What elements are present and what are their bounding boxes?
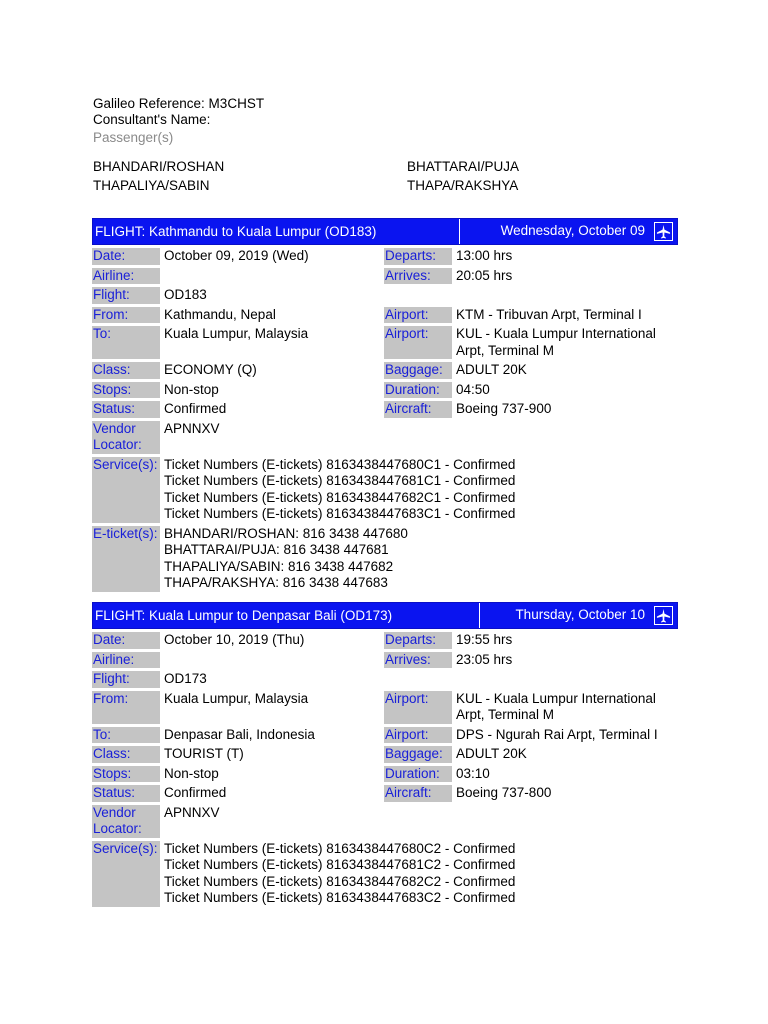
row-stops [92, 766, 678, 783]
stops-value: Non-stop [164, 381, 219, 397]
arrives-value: 23:05 hrs [456, 651, 513, 667]
class-label: Class: [92, 362, 160, 379]
class-label: Class: [92, 746, 160, 763]
baggage-value: ADULT 20K [456, 746, 527, 761]
arrives-label: Arrives: [384, 652, 452, 669]
flight-segment-1 [92, 218, 678, 592]
duration-value: 04:50 [456, 381, 490, 397]
galileo-reference: Galileo Reference: M3CHST [93, 96, 265, 111]
airport-from-value: KTM - Tribuvan Arpt, Terminal I [456, 306, 642, 322]
stops-value: Non-stop [164, 765, 219, 781]
flight-label: Flight: [92, 287, 160, 304]
eticket-line: THAPA/RAKSHYA: 816 3438 447683 [164, 575, 388, 590]
row-etickets [92, 526, 678, 592]
status-label: Status: [92, 785, 160, 802]
to-label: To: [92, 727, 160, 744]
service-line: Ticket Numbers (E-tickets) 8163438447683C1 - Confirmed [164, 506, 516, 521]
airport-to-value: KUL - Kuala Lumpur International Arpt, Terminal M [456, 326, 656, 358]
row-date [92, 248, 678, 265]
flight-title: FLIGHT: Kuala Lumpur to Denpasar Bali (OD173) [95, 608, 393, 623]
service-line: Ticket Numbers (E-tickets) 8163438447682C2 - Confirmed [164, 873, 516, 889]
to-value: Kuala Lumpur, Malaysia [164, 326, 309, 341]
row-to [92, 727, 678, 744]
row-to [92, 326, 678, 359]
passenger-name: THAPA/RAKSHYA [407, 178, 519, 193]
vendor-locator-value: APNNXV [164, 420, 220, 436]
services-list [164, 457, 678, 523]
airplane-icon[interactable] [654, 606, 673, 625]
arrives-label: Arrives: [384, 268, 452, 285]
consultant-name: Consultant's Name: [93, 112, 211, 127]
passenger-list [93, 159, 693, 194]
row-from [92, 691, 678, 724]
row-date [92, 632, 678, 649]
stops-label: Stops: [92, 766, 160, 783]
row-airline [92, 268, 678, 285]
airport-from-value: KUL - Kuala Lumpur International Arpt, Terminal M [456, 690, 656, 722]
stops-label: Stops: [92, 382, 160, 399]
row-services [92, 841, 678, 907]
baggage-label: Baggage: [384, 746, 452, 763]
status-label: Status: [92, 401, 160, 418]
airplane-icon[interactable] [654, 222, 673, 241]
departs-value: 13:00 hrs [456, 248, 513, 263]
vendor-locator-value: APNNXV [164, 804, 220, 820]
service-line: Ticket Numbers (E-tickets) 8163438447681C1 - Confirmed [164, 473, 516, 488]
from-value: Kathmandu, Nepal [164, 306, 276, 322]
flight-day: Wednesday, October 09 [500, 223, 645, 238]
flight-number: OD173 [164, 671, 207, 686]
to-value: Denpasar Bali, Indonesia [164, 726, 315, 742]
row-stops [92, 382, 678, 399]
class-value: ECONOMY (Q) [164, 362, 257, 377]
service-line: Ticket Numbers (E-tickets) 8163438447682C1 - Confirmed [164, 489, 516, 505]
service-line: Ticket Numbers (E-tickets) 8163438447680C1 - Confirmed [164, 456, 516, 472]
row-services [92, 457, 678, 523]
service-line: Ticket Numbers (E-tickets) 8163438447680C2 - Confirmed [164, 840, 516, 856]
flight-title: FLIGHT: Kathmandu to Kuala Lumpur (OD183) [95, 224, 377, 239]
service-line: Ticket Numbers (E-tickets) 8163438447681C2 - Confirmed [164, 857, 516, 872]
airline-label: Airline: [92, 652, 160, 669]
etickets-label: E-ticket(s): [92, 526, 160, 592]
airport-label: Airport: [384, 326, 452, 359]
date-label: Date: [92, 248, 160, 265]
flight-day: Thursday, October 10 [515, 607, 645, 622]
date-value: October 10, 2019 (Thu) [164, 632, 305, 647]
service-line: Ticket Numbers (E-tickets) 8163438447683C2 - Confirmed [164, 890, 516, 905]
airline-value [164, 652, 384, 669]
services-label: Service(s): [92, 841, 160, 907]
row-status [92, 785, 678, 802]
status-value: Confirmed [164, 785, 227, 800]
row-status [92, 401, 678, 418]
baggage-label: Baggage: [384, 362, 452, 379]
title-divider [459, 219, 460, 244]
airport-label: Airport: [384, 691, 452, 724]
passenger-name: THAPALIYA/SABIN [93, 178, 210, 193]
date-label: Date: [92, 632, 160, 649]
airline-label: Airline: [92, 268, 160, 285]
eticket-line: THAPALIYA/SABIN: 816 3438 447682 [164, 558, 394, 574]
airport-to-value: DPS - Ngurah Rai Arpt, Terminal I [456, 726, 658, 742]
aircraft-value: Boeing 737-800 [456, 785, 552, 800]
flight-segment-2 [92, 602, 678, 907]
row-flight [92, 671, 678, 688]
row-vendor [92, 805, 678, 838]
vendor-locator-label: Vendor Locator: [92, 805, 160, 838]
passenger-name: BHATTARAI/PUJA [407, 159, 520, 174]
flight-number: OD183 [164, 287, 207, 302]
row-flight [92, 287, 678, 304]
airport-label: Airport: [384, 307, 452, 324]
class-value: TOURIST (T) [164, 746, 244, 761]
flight-title-bar [92, 602, 678, 629]
airport-label: Airport: [384, 727, 452, 744]
airline-value [164, 268, 384, 285]
row-class [92, 362, 678, 379]
vendor-locator-label: Vendor Locator: [92, 421, 160, 454]
row-class [92, 746, 678, 763]
aircraft-label: Aircraft: [384, 785, 452, 802]
row-vendor [92, 421, 678, 454]
flight-title-bar [92, 218, 678, 245]
services-list [164, 841, 678, 907]
departs-label: Departs: [384, 632, 452, 649]
aircraft-label: Aircraft: [384, 401, 452, 418]
arrives-value: 20:05 hrs [456, 267, 513, 283]
status-value: Confirmed [164, 401, 227, 416]
departs-value: 19:55 hrs [456, 632, 513, 647]
row-from [92, 307, 678, 324]
duration-value: 03:10 [456, 765, 490, 781]
services-label: Service(s): [92, 457, 160, 523]
etickets-list [164, 526, 678, 592]
from-label: From: [92, 691, 160, 724]
booking-header [93, 96, 264, 146]
aircraft-value: Boeing 737-900 [456, 401, 552, 416]
to-label: To: [92, 326, 160, 359]
date-value: October 09, 2019 (Wed) [164, 248, 309, 263]
eticket-line: BHANDARI/ROSHAN: 816 3438 447680 [164, 525, 408, 541]
duration-label: Duration: [384, 382, 452, 399]
title-divider [479, 603, 480, 628]
flight-label: Flight: [92, 671, 160, 688]
baggage-value: ADULT 20K [456, 362, 527, 377]
from-value: Kuala Lumpur, Malaysia [164, 690, 309, 706]
passengers-label: Passenger(s) [93, 130, 174, 145]
row-airline [92, 652, 678, 669]
eticket-line: BHATTARAI/PUJA: 816 3438 447681 [164, 542, 389, 557]
passenger-name: BHANDARI/ROSHAN [93, 159, 225, 174]
departs-label: Departs: [384, 248, 452, 265]
from-label: From: [92, 307, 160, 324]
duration-label: Duration: [384, 766, 452, 783]
